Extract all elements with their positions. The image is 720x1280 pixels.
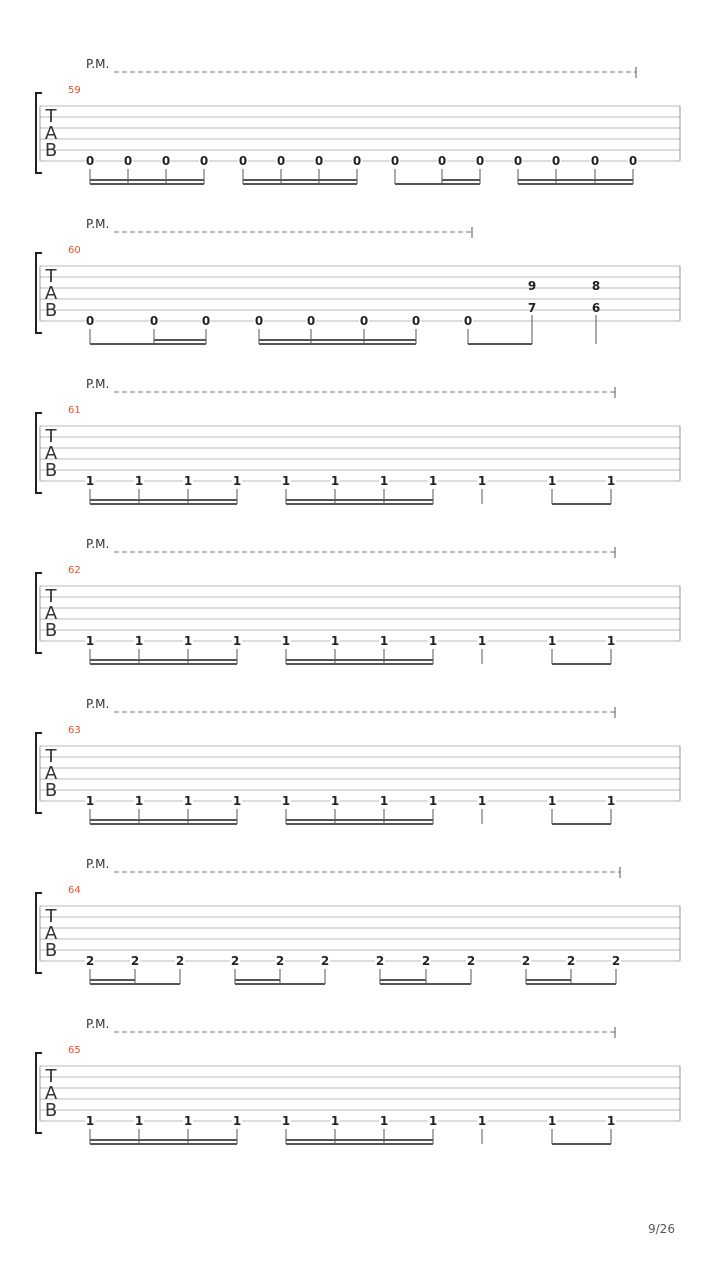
fret-number: 0: [123, 154, 133, 168]
fret-number: 1: [232, 794, 242, 808]
tab-clef-letter: A: [44, 923, 58, 944]
fret-number: 1: [85, 474, 95, 488]
fret-number: 0: [314, 154, 324, 168]
fret-number: 1: [477, 794, 487, 808]
tab-clef-letter: A: [44, 283, 58, 304]
fret-number: 8: [591, 279, 601, 293]
fret-number: 0: [199, 154, 209, 168]
fret-number: 1: [379, 794, 389, 808]
fret-number: 1: [232, 474, 242, 488]
measure-number: 59: [68, 85, 81, 96]
fret-number: 7: [527, 301, 537, 315]
palm-mute-label: P.M.: [86, 537, 110, 551]
tab-system-60: [36, 217, 680, 344]
measure-number: 61: [68, 405, 81, 416]
fret-number: 1: [134, 1114, 144, 1128]
fret-number: 1: [606, 1114, 616, 1128]
tab-clef-letter: A: [44, 603, 58, 624]
fret-number: 0: [149, 314, 159, 328]
tab-clef-letter: B: [44, 940, 58, 961]
fret-number: 2: [566, 954, 576, 968]
tab-clef-letter: T: [45, 426, 57, 447]
fret-number: 0: [475, 154, 485, 168]
tab-clef-letter: B: [44, 300, 58, 321]
fret-number: 0: [551, 154, 561, 168]
tab-clef-letter: B: [44, 620, 58, 641]
fret-number: 1: [606, 634, 616, 648]
fret-number: 1: [477, 474, 487, 488]
fret-number: 0: [85, 314, 95, 328]
fret-number: 0: [411, 314, 421, 328]
tab-clef-letter: A: [44, 1083, 58, 1104]
fret-number: 0: [513, 154, 523, 168]
palm-mute-label: P.M.: [86, 217, 110, 231]
fret-number: 1: [85, 794, 95, 808]
tab-clef-letter: B: [44, 1100, 58, 1121]
fret-number: 0: [238, 154, 248, 168]
fret-number: 1: [477, 1114, 487, 1128]
fret-number: 1: [85, 634, 95, 648]
tab-system-64: [36, 857, 680, 984]
tab-clef-letter: T: [45, 746, 57, 767]
fret-number: 0: [628, 154, 638, 168]
tab-clef-letter: B: [44, 780, 58, 801]
fret-number: 0: [437, 154, 447, 168]
tab-clef-letter: T: [45, 1066, 57, 1087]
fret-number: 1: [547, 634, 557, 648]
tab-system-63: [36, 697, 680, 824]
fret-number: 1: [379, 1114, 389, 1128]
fret-number: 1: [134, 474, 144, 488]
fret-number: 1: [281, 634, 291, 648]
fret-number: 0: [276, 154, 286, 168]
fret-number: 1: [232, 1114, 242, 1128]
tab-clef-letter: T: [45, 266, 57, 287]
fret-number: 1: [330, 794, 340, 808]
fret-number: 2: [230, 954, 240, 968]
fret-number: 1: [183, 474, 193, 488]
fret-number: 0: [85, 154, 95, 168]
palm-mute-label: P.M.: [86, 857, 110, 871]
fret-number: 0: [254, 314, 264, 328]
fret-number: 1: [183, 634, 193, 648]
fret-number: 1: [281, 794, 291, 808]
fret-number: 0: [463, 314, 473, 328]
measure-number: 65: [68, 1045, 81, 1056]
tab-clef-letter: A: [44, 763, 58, 784]
fret-number: 1: [379, 634, 389, 648]
fret-number: 2: [611, 954, 621, 968]
fret-number: 9: [527, 279, 537, 293]
fret-number: 1: [183, 1114, 193, 1128]
fret-number: 0: [306, 314, 316, 328]
fret-number: 1: [330, 474, 340, 488]
fret-number: 2: [175, 954, 185, 968]
fret-number: 0: [359, 314, 369, 328]
tab-clef-letter: T: [45, 906, 57, 927]
fret-number: 0: [390, 154, 400, 168]
fret-number: 1: [281, 474, 291, 488]
page-number: 9/26: [648, 1222, 675, 1236]
fret-number: 0: [161, 154, 171, 168]
fret-number: 1: [547, 1114, 557, 1128]
fret-number: 1: [428, 634, 438, 648]
tab-system-61: [36, 377, 680, 504]
fret-number: 1: [330, 634, 340, 648]
tab-clef-letter: A: [44, 123, 58, 144]
fret-number: 1: [547, 794, 557, 808]
fret-number: 1: [606, 794, 616, 808]
tab-clef-letter: T: [45, 106, 57, 127]
fret-number: 1: [379, 474, 389, 488]
fret-number: 2: [375, 954, 385, 968]
fret-number: 1: [428, 474, 438, 488]
fret-number: 2: [130, 954, 140, 968]
fret-number: 6: [591, 301, 601, 315]
palm-mute-label: P.M.: [86, 57, 110, 71]
tab-system-59: [36, 57, 680, 184]
palm-mute-label: P.M.: [86, 697, 110, 711]
fret-number: 1: [547, 474, 557, 488]
fret-number: 1: [183, 794, 193, 808]
fret-number: 1: [428, 794, 438, 808]
palm-mute-label: P.M.: [86, 377, 110, 391]
fret-number: 1: [134, 634, 144, 648]
fret-number: 2: [421, 954, 431, 968]
fret-number: 1: [428, 1114, 438, 1128]
fret-number: 1: [232, 634, 242, 648]
measure-number: 64: [68, 885, 81, 896]
tab-clef-letter: T: [45, 586, 57, 607]
fret-number: 1: [606, 474, 616, 488]
fret-number: 2: [521, 954, 531, 968]
measure-number: 62: [68, 565, 81, 576]
fret-number: 1: [330, 1114, 340, 1128]
tab-clef-letter: B: [44, 140, 58, 161]
fret-number: 1: [134, 794, 144, 808]
tab-clef-letter: B: [44, 460, 58, 481]
fret-number: 1: [477, 634, 487, 648]
tab-clef-letter: A: [44, 443, 58, 464]
tab-system-65: [36, 1017, 680, 1144]
fret-number: 1: [85, 1114, 95, 1128]
fret-number: 0: [590, 154, 600, 168]
tab-system-62: [36, 537, 680, 664]
measure-number: 60: [68, 245, 81, 256]
palm-mute-label: P.M.: [86, 1017, 110, 1031]
fret-number: 0: [201, 314, 211, 328]
fret-number: 1: [281, 1114, 291, 1128]
measure-number: 63: [68, 725, 81, 736]
fret-number: 2: [275, 954, 285, 968]
fret-number: 2: [320, 954, 330, 968]
fret-number: 0: [352, 154, 362, 168]
fret-number: 2: [466, 954, 476, 968]
fret-number: 2: [85, 954, 95, 968]
